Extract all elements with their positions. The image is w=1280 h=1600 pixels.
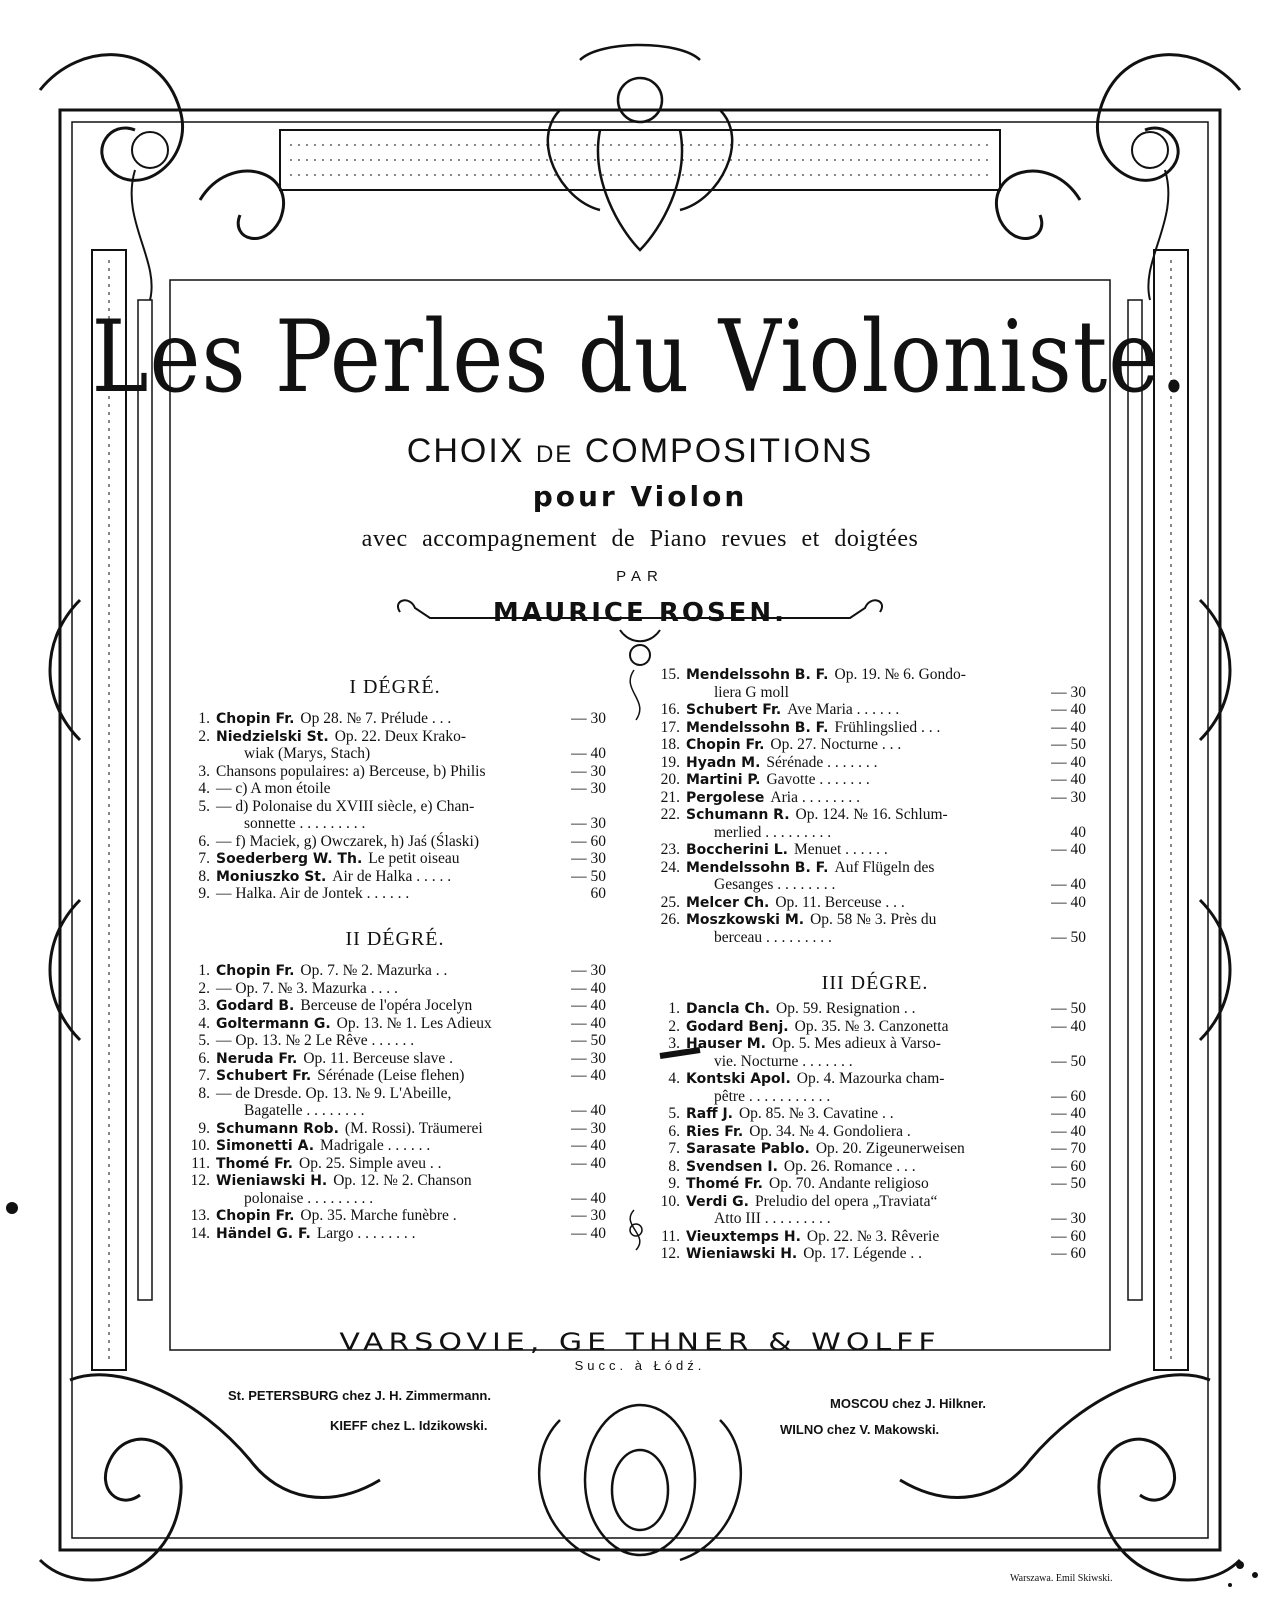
composer-name: Dancla Ch. bbox=[686, 1001, 771, 1017]
item-number: 4. bbox=[668, 1070, 680, 1087]
list-item bbox=[186, 763, 485, 781]
piece-title: Op. 35. Marche funèbre . bbox=[300, 1207, 457, 1224]
list-item bbox=[186, 798, 474, 816]
piece-title: Op. 7. № 2. Mazurka . . bbox=[300, 962, 448, 979]
piece-title: Op. 5. Mes adieux à Varso- bbox=[772, 1035, 941, 1052]
item-number: 21. bbox=[660, 788, 680, 806]
composer-name: Schubert Fr. bbox=[686, 702, 782, 718]
item-price: — 30 bbox=[571, 962, 606, 979]
list-item bbox=[186, 980, 398, 998]
degree1-heading: I DÉGRÉ. bbox=[349, 676, 441, 698]
item-number: 6. bbox=[198, 1049, 210, 1067]
list-item bbox=[186, 833, 479, 851]
piece-title: Op. 58 № 3. Près du bbox=[810, 911, 937, 928]
piece-title: merlied . . . . . . . . . bbox=[714, 823, 832, 841]
composer-name: Mendelssohn B. F. bbox=[686, 719, 829, 736]
composer-name: Mendelssohn B. F. bbox=[686, 859, 829, 876]
list-item bbox=[186, 1102, 365, 1120]
item-price: — 30 bbox=[571, 780, 606, 797]
composer-name: Godard Benj. bbox=[686, 1018, 789, 1035]
composer-name: Raff J. bbox=[686, 1106, 733, 1122]
piece-title: Op. 34. № 4. Gondoliera . bbox=[749, 1122, 911, 1140]
degree3-heading: III DÉGRE. bbox=[821, 972, 929, 994]
list-item bbox=[656, 841, 888, 859]
item-price: — 30 bbox=[571, 710, 606, 727]
piece-title: Frühlingslied . . . bbox=[834, 718, 941, 736]
list-item bbox=[656, 911, 936, 929]
list-item bbox=[186, 1137, 430, 1155]
item-price: — 40 bbox=[1051, 876, 1086, 893]
piece-title: Op. 11. Berceuse . . . bbox=[775, 893, 905, 911]
piece-title: vie. Nocturne . . . . . . . bbox=[714, 1052, 853, 1070]
composer-name: Pergolese bbox=[686, 789, 765, 806]
item-number: 9. bbox=[668, 1175, 680, 1192]
list-item bbox=[656, 736, 901, 754]
composer-name: Kontski Apol. bbox=[686, 1071, 791, 1087]
composer-name: Chopin Fr. bbox=[216, 963, 295, 979]
item-price: — 40 bbox=[1051, 718, 1086, 736]
composer-name: Neruda Fr. bbox=[216, 1050, 298, 1067]
list-item bbox=[656, 1053, 853, 1071]
composer-name: Wieniawski H. bbox=[216, 1173, 328, 1189]
item-number: 20. bbox=[660, 771, 680, 788]
piece-title: Largo . . . . . . . . bbox=[316, 1224, 416, 1242]
list-item bbox=[656, 859, 934, 877]
list-item bbox=[656, 806, 948, 824]
piece-title: Op. 13. № 1. Les Adieux bbox=[336, 1014, 492, 1032]
piece-title: Op. 17. Légende . . bbox=[803, 1245, 923, 1262]
composer-name: Thomé Fr. bbox=[686, 1176, 763, 1192]
item-number: 8. bbox=[198, 867, 210, 885]
item-price: — 40 bbox=[571, 1154, 606, 1172]
composer-name: Ries Fr. bbox=[686, 1123, 744, 1140]
item-number: 16. bbox=[660, 701, 680, 718]
item-number: 7. bbox=[198, 850, 210, 867]
piece-title: Op. 22. Deux Krako- bbox=[334, 727, 466, 745]
list-item bbox=[186, 1032, 414, 1050]
composer-name: Chopin Fr. bbox=[686, 737, 765, 753]
item-price: — 40 bbox=[571, 745, 606, 762]
degree1-list bbox=[186, 710, 606, 910]
piece-title: Op. 11. Berceuse slave . bbox=[303, 1049, 453, 1067]
item-price: — 50 bbox=[571, 867, 606, 885]
item-price: — 40 bbox=[1051, 701, 1086, 718]
item-price: — 40 bbox=[1051, 1105, 1086, 1122]
list-item bbox=[656, 701, 899, 719]
composer-name: Simonetti A. bbox=[216, 1138, 315, 1154]
list-item bbox=[186, 710, 451, 728]
list-item bbox=[656, 1105, 894, 1123]
composer-name: Martini P. bbox=[686, 772, 761, 788]
list-item bbox=[656, 824, 831, 842]
piece-title: (M. Rossi). Träumerei bbox=[344, 1119, 483, 1137]
piece-title: Ave Maria . . . . . . bbox=[787, 701, 900, 718]
list-item bbox=[656, 1088, 830, 1106]
piece-title: Op. 20. Zigeunerweisen bbox=[815, 1140, 965, 1157]
piece-title: Chansons populaires: a) Berceuse, b) Philis bbox=[216, 762, 486, 780]
item-price: — 40 bbox=[1051, 771, 1086, 788]
list-item bbox=[186, 1120, 483, 1138]
subtitle-de: DE bbox=[535, 441, 574, 468]
piece-title: Sérénade (Leise flehen) bbox=[317, 1067, 465, 1084]
item-price: — 40 bbox=[1051, 893, 1086, 911]
piece-title: Op. 59. Resignation . . bbox=[776, 1000, 916, 1017]
piece-title: sonnette . . . . . . . . . bbox=[244, 815, 366, 832]
piece-title: — Op. 13. № 2 Le Rêve . . . . . . bbox=[216, 1032, 415, 1049]
item-price: — 50 bbox=[1051, 928, 1086, 946]
item-price: — 40 bbox=[1051, 1122, 1086, 1140]
list-item bbox=[656, 876, 835, 894]
item-price: — 40 bbox=[571, 979, 606, 997]
item-number: 19. bbox=[660, 753, 680, 771]
piece-title: Le petit oiseau bbox=[368, 850, 460, 867]
item-price: — 40 bbox=[571, 1137, 606, 1154]
item-number: 1. bbox=[668, 1000, 680, 1017]
piece-title: — d) Polonaise du XVIII siècle, e) Chan- bbox=[216, 797, 475, 815]
item-price: — 40 bbox=[571, 1189, 606, 1207]
item-price: — 50 bbox=[1051, 736, 1086, 753]
piece-title: Op. 25. Simple aveu . . bbox=[299, 1154, 442, 1172]
item-number: 2. bbox=[668, 1017, 680, 1035]
composer-name: Schubert Fr. bbox=[216, 1068, 312, 1084]
item-number: 5. bbox=[668, 1105, 680, 1122]
degree3-list bbox=[656, 1000, 1086, 1270]
item-number: 2. bbox=[198, 979, 210, 997]
item-number: 22. bbox=[660, 806, 680, 823]
list-item bbox=[186, 997, 472, 1015]
list-item bbox=[656, 771, 870, 789]
item-number: 4. bbox=[198, 780, 210, 797]
item-price: 40 bbox=[1070, 823, 1086, 841]
agent-petersburg: St. PETERSBURG chez J. H. Zimmermann. bbox=[228, 1388, 491, 1403]
item-number: 3. bbox=[668, 1035, 680, 1052]
piece-title: Menuet . . . . . . bbox=[793, 841, 888, 858]
item-price: — 30 bbox=[571, 762, 606, 780]
item-number: 6. bbox=[198, 832, 210, 850]
item-number: 12. bbox=[190, 1172, 210, 1189]
list-item bbox=[656, 789, 860, 807]
item-price: — 50 bbox=[1051, 1175, 1086, 1192]
item-number: 12. bbox=[660, 1245, 680, 1262]
list-item bbox=[186, 962, 447, 980]
composer-name: Melcer Ch. bbox=[686, 894, 770, 911]
list-item bbox=[186, 780, 331, 798]
item-number: 9. bbox=[198, 885, 210, 902]
publisher-successor: Succ. à Łódź. bbox=[574, 1358, 706, 1373]
subtitle-choix: CHOIX bbox=[406, 432, 525, 470]
piece-title: Op. 70. Andante religioso bbox=[769, 1175, 929, 1192]
list-item bbox=[656, 1140, 965, 1158]
piece-title: Op. 19. № 6. Gondo- bbox=[834, 666, 966, 683]
list-item bbox=[656, 1158, 916, 1176]
item-number: 1. bbox=[198, 962, 210, 979]
piece-title: Op. 27. Nocturne . . . bbox=[770, 736, 902, 753]
item-price: — 40 bbox=[1051, 1017, 1086, 1035]
item-number: 10. bbox=[190, 1137, 210, 1154]
item-number: 7. bbox=[198, 1067, 210, 1084]
page-title: Les Perles du Violoniste. bbox=[91, 300, 1189, 415]
piece-title: wiak (Marys, Stach) bbox=[244, 745, 371, 762]
list-item bbox=[656, 1193, 937, 1211]
piece-title: Atto III . . . . . . . . . bbox=[714, 1210, 831, 1227]
piece-title: Op. 85. № 3. Cavatine . . bbox=[738, 1105, 894, 1122]
piece-title: — Op. 7. № 3. Mazurka . . . . bbox=[216, 979, 398, 997]
subtitle bbox=[0, 432, 1280, 471]
list-item bbox=[656, 1123, 911, 1141]
piece-title: berceau . . . . . . . . . bbox=[714, 928, 832, 946]
item-price: — 30 bbox=[571, 850, 606, 867]
subtitle-compositions: COMPOSITIONS bbox=[584, 432, 874, 470]
description-line: avec accompagnement de Piano revues et doigtées bbox=[361, 526, 919, 552]
composer-name: Wieniawski H. bbox=[686, 1246, 798, 1262]
item-number: 8. bbox=[668, 1157, 680, 1175]
item-number: 3. bbox=[198, 762, 210, 780]
item-price: — 50 bbox=[1051, 1000, 1086, 1017]
composer-name: Svendsen I. bbox=[686, 1158, 778, 1175]
list-item bbox=[656, 1245, 922, 1263]
degree2-heading: II DÉGRÉ. bbox=[345, 928, 445, 950]
composer-name: Hyadn M. bbox=[686, 754, 761, 771]
item-number: 13. bbox=[190, 1207, 210, 1224]
item-price: — 60 bbox=[1051, 1227, 1086, 1245]
composer-name: Boccherini L. bbox=[686, 842, 788, 858]
item-price: — 40 bbox=[571, 1102, 606, 1119]
list-item bbox=[656, 1035, 941, 1053]
piece-title: Gesanges . . . . . . . . bbox=[714, 876, 836, 893]
item-number: 14. bbox=[190, 1224, 210, 1242]
composer-name: Godard B. bbox=[216, 998, 295, 1014]
item-number: 23. bbox=[660, 841, 680, 858]
piece-title: Sérénade . . . . . . . bbox=[766, 753, 878, 771]
piece-title: — de Dresde. Op. 13. № 9. L'Abeille, bbox=[216, 1084, 452, 1102]
item-price: — 40 bbox=[571, 1224, 606, 1242]
list-item bbox=[656, 1228, 939, 1246]
piece-title: Bagatelle . . . . . . . . bbox=[244, 1102, 365, 1119]
list-item bbox=[656, 1018, 948, 1036]
item-number: 15. bbox=[660, 666, 680, 683]
composer-name: Moniuszko St. bbox=[216, 868, 327, 885]
list-item bbox=[186, 1172, 472, 1190]
list-item bbox=[656, 929, 832, 947]
composer-name: Sarasate Pablo. bbox=[686, 1141, 810, 1157]
piece-title: Op. 12. № 2. Chanson bbox=[333, 1172, 472, 1189]
item-number: 5. bbox=[198, 1032, 210, 1049]
composer-name: Hauser M. bbox=[686, 1036, 766, 1052]
piece-title: Op. 4. Mazourka cham- bbox=[796, 1070, 945, 1087]
item-price: — 40 bbox=[1051, 841, 1086, 858]
item-price: — 60 bbox=[1051, 1245, 1086, 1262]
piece-title: — Halka. Air de Jontek . . . . . . bbox=[216, 885, 410, 902]
item-price: — 60 bbox=[1051, 1157, 1086, 1175]
list-item bbox=[186, 728, 466, 746]
piece-title: Berceuse de l'opéra Jocelyn bbox=[300, 997, 473, 1014]
composer-name: Goltermann G. bbox=[216, 1015, 331, 1032]
item-number: 11. bbox=[191, 1154, 210, 1172]
list-item bbox=[656, 1210, 831, 1228]
list-item bbox=[186, 1067, 464, 1085]
composer-name: Schumann Rob. bbox=[216, 1120, 339, 1137]
composer-name: Schumann R. bbox=[686, 807, 790, 823]
item-price: — 30 bbox=[571, 1119, 606, 1137]
item-number: 9. bbox=[198, 1119, 210, 1137]
item-number: 7. bbox=[668, 1140, 680, 1157]
item-price: — 40 bbox=[571, 1014, 606, 1032]
item-number: 1. bbox=[198, 710, 210, 727]
composer-name: Thomé Fr. bbox=[216, 1155, 293, 1172]
piece-title: Gavotte . . . . . . . bbox=[766, 771, 870, 788]
piece-title: Air de Halka . . . . . bbox=[332, 867, 452, 885]
list-item bbox=[186, 745, 370, 763]
list-item bbox=[656, 894, 905, 912]
item-price: — 30 bbox=[571, 1049, 606, 1067]
composer-name: Soederberg W. Th. bbox=[216, 851, 363, 867]
composer-name: Chopin Fr. bbox=[216, 711, 295, 727]
piece-title: Op. 35. № 3. Canzonetta bbox=[794, 1017, 949, 1035]
piece-title: — f) Maciek, g) Owczarek, h) Jaś (Ślaski) bbox=[216, 832, 479, 850]
list-item bbox=[186, 1050, 453, 1068]
list-item bbox=[656, 719, 940, 737]
item-number: 10. bbox=[660, 1192, 680, 1210]
list-item bbox=[186, 1207, 457, 1225]
item-price: — 60 bbox=[571, 832, 606, 850]
list-item bbox=[656, 1000, 916, 1018]
piece-title: Op. 22. № 3. Rêverie bbox=[806, 1227, 940, 1245]
item-number: 17. bbox=[660, 718, 680, 736]
item-price: — 50 bbox=[571, 1032, 606, 1049]
item-price: 60 bbox=[590, 885, 606, 902]
degree2-continued-list bbox=[656, 666, 1086, 966]
composer-name: Verdi G. bbox=[686, 1193, 749, 1210]
piece-title: liera G moll bbox=[714, 683, 789, 701]
piece-title: Preludio del opera „Traviata“ bbox=[754, 1192, 938, 1210]
piece-title: Madrigale . . . . . . bbox=[320, 1137, 431, 1154]
item-number: 24. bbox=[660, 858, 680, 876]
item-price: — 30 bbox=[571, 1207, 606, 1224]
item-number: 2. bbox=[198, 727, 210, 745]
list-item bbox=[656, 1070, 944, 1088]
item-price: — 30 bbox=[571, 815, 606, 832]
list-item bbox=[186, 885, 409, 903]
list-item bbox=[186, 868, 451, 886]
piece-title: pêtre . . . . . . . . . . . bbox=[714, 1087, 831, 1105]
composer-name: Mendelssohn B. F. bbox=[686, 667, 829, 683]
list-item bbox=[186, 1225, 416, 1243]
agent-moscou: MOSCOU chez J. Hilkner. bbox=[830, 1396, 987, 1411]
piece-title: Op. 26. Romance . . . bbox=[783, 1157, 916, 1175]
item-price: — 30 bbox=[1051, 683, 1086, 701]
printer-credit: Warszawa. Emil Skiwski. bbox=[1010, 1573, 1113, 1584]
piece-title: Aria . . . . . . . . bbox=[770, 788, 860, 806]
item-price: — 50 bbox=[1051, 1052, 1086, 1070]
degree2-list bbox=[186, 962, 606, 1262]
agent-wilno: WILNO chez V. Makowski. bbox=[780, 1422, 940, 1437]
author-name: MAURICE ROSEN. bbox=[492, 598, 788, 628]
item-price: — 40 bbox=[1051, 753, 1086, 771]
composer-name: Vieuxtemps H. bbox=[686, 1228, 801, 1245]
piece-title: Op 28. № 7. Prélude . . . bbox=[300, 710, 452, 727]
item-number: 26. bbox=[660, 911, 680, 928]
composer-name: Chopin Fr. bbox=[216, 1208, 295, 1224]
item-price: — 40 bbox=[571, 1067, 606, 1084]
composer-name: Händel G. F. bbox=[216, 1225, 311, 1242]
piece-title: — c) A mon étoile bbox=[216, 780, 331, 797]
piece-title: polonaise . . . . . . . . . bbox=[244, 1189, 374, 1207]
item-number: 11. bbox=[661, 1227, 680, 1245]
item-number: 18. bbox=[660, 736, 680, 753]
composer-name: Niedzielski St. bbox=[216, 728, 329, 745]
piece-title: Auf Flügeln des bbox=[834, 858, 935, 876]
list-item bbox=[186, 850, 460, 868]
item-number: 25. bbox=[660, 893, 680, 911]
list-item bbox=[656, 684, 789, 702]
par-label: PAR bbox=[616, 568, 664, 585]
composer-name: Moszkowski M. bbox=[686, 912, 805, 928]
list-item bbox=[186, 815, 365, 833]
list-item bbox=[186, 1190, 373, 1208]
item-number: 4. bbox=[198, 1014, 210, 1032]
item-number: 8. bbox=[198, 1084, 210, 1102]
publisher: VARSOVIE, GE THNER & WOLFF bbox=[339, 1328, 941, 1356]
item-price: — 30 bbox=[1051, 788, 1086, 806]
list-item bbox=[186, 1155, 442, 1173]
item-number: 5. bbox=[198, 797, 210, 815]
instrument-line: pour Violon bbox=[532, 480, 748, 513]
list-item bbox=[186, 1085, 451, 1103]
list-item bbox=[656, 666, 966, 684]
item-price: — 30 bbox=[1051, 1210, 1086, 1227]
item-price: — 70 bbox=[1051, 1140, 1086, 1157]
list-item bbox=[656, 1175, 929, 1193]
item-number: 6. bbox=[668, 1122, 680, 1140]
item-number: 3. bbox=[198, 997, 210, 1014]
agent-kieff: KIEFF chez L. Idzikowski. bbox=[330, 1418, 488, 1433]
item-price: — 40 bbox=[571, 997, 606, 1014]
item-price: — 60 bbox=[1051, 1087, 1086, 1105]
piece-title: Op. 124. № 16. Schlum- bbox=[795, 806, 948, 823]
list-item bbox=[186, 1015, 492, 1033]
list-item bbox=[656, 754, 877, 772]
